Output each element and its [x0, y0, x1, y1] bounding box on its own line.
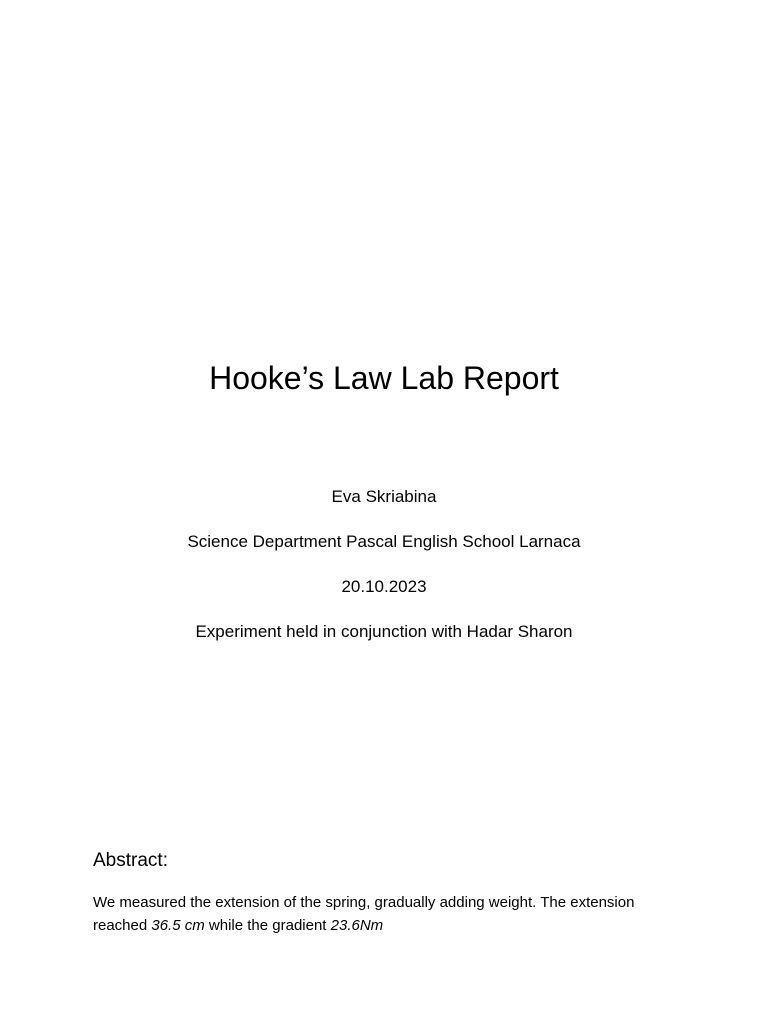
collaboration-line: Experiment held in conjunction with Hadar Sharon — [195, 622, 573, 641]
abstract-heading: Abstract: — [93, 850, 168, 871]
report-title: Hooke’s Law Lab Report — [209, 360, 559, 396]
department-line: Science Department Pascal English School Larnaca — [187, 532, 581, 551]
gradient-value: 23.6Nm — [330, 917, 384, 934]
extension-value: 36.5 cm — [151, 917, 205, 934]
report-date: 20.10.2023 — [341, 577, 427, 596]
abstract-text-part-2: while the gradient — [204, 917, 331, 934]
author-name: Eva Skriabina — [331, 487, 437, 506]
abstract-text-part-1: We measured the extension of the spring, gradually adding weight. The extension reached — [93, 894, 635, 934]
abstract-text — [93, 891, 683, 937]
